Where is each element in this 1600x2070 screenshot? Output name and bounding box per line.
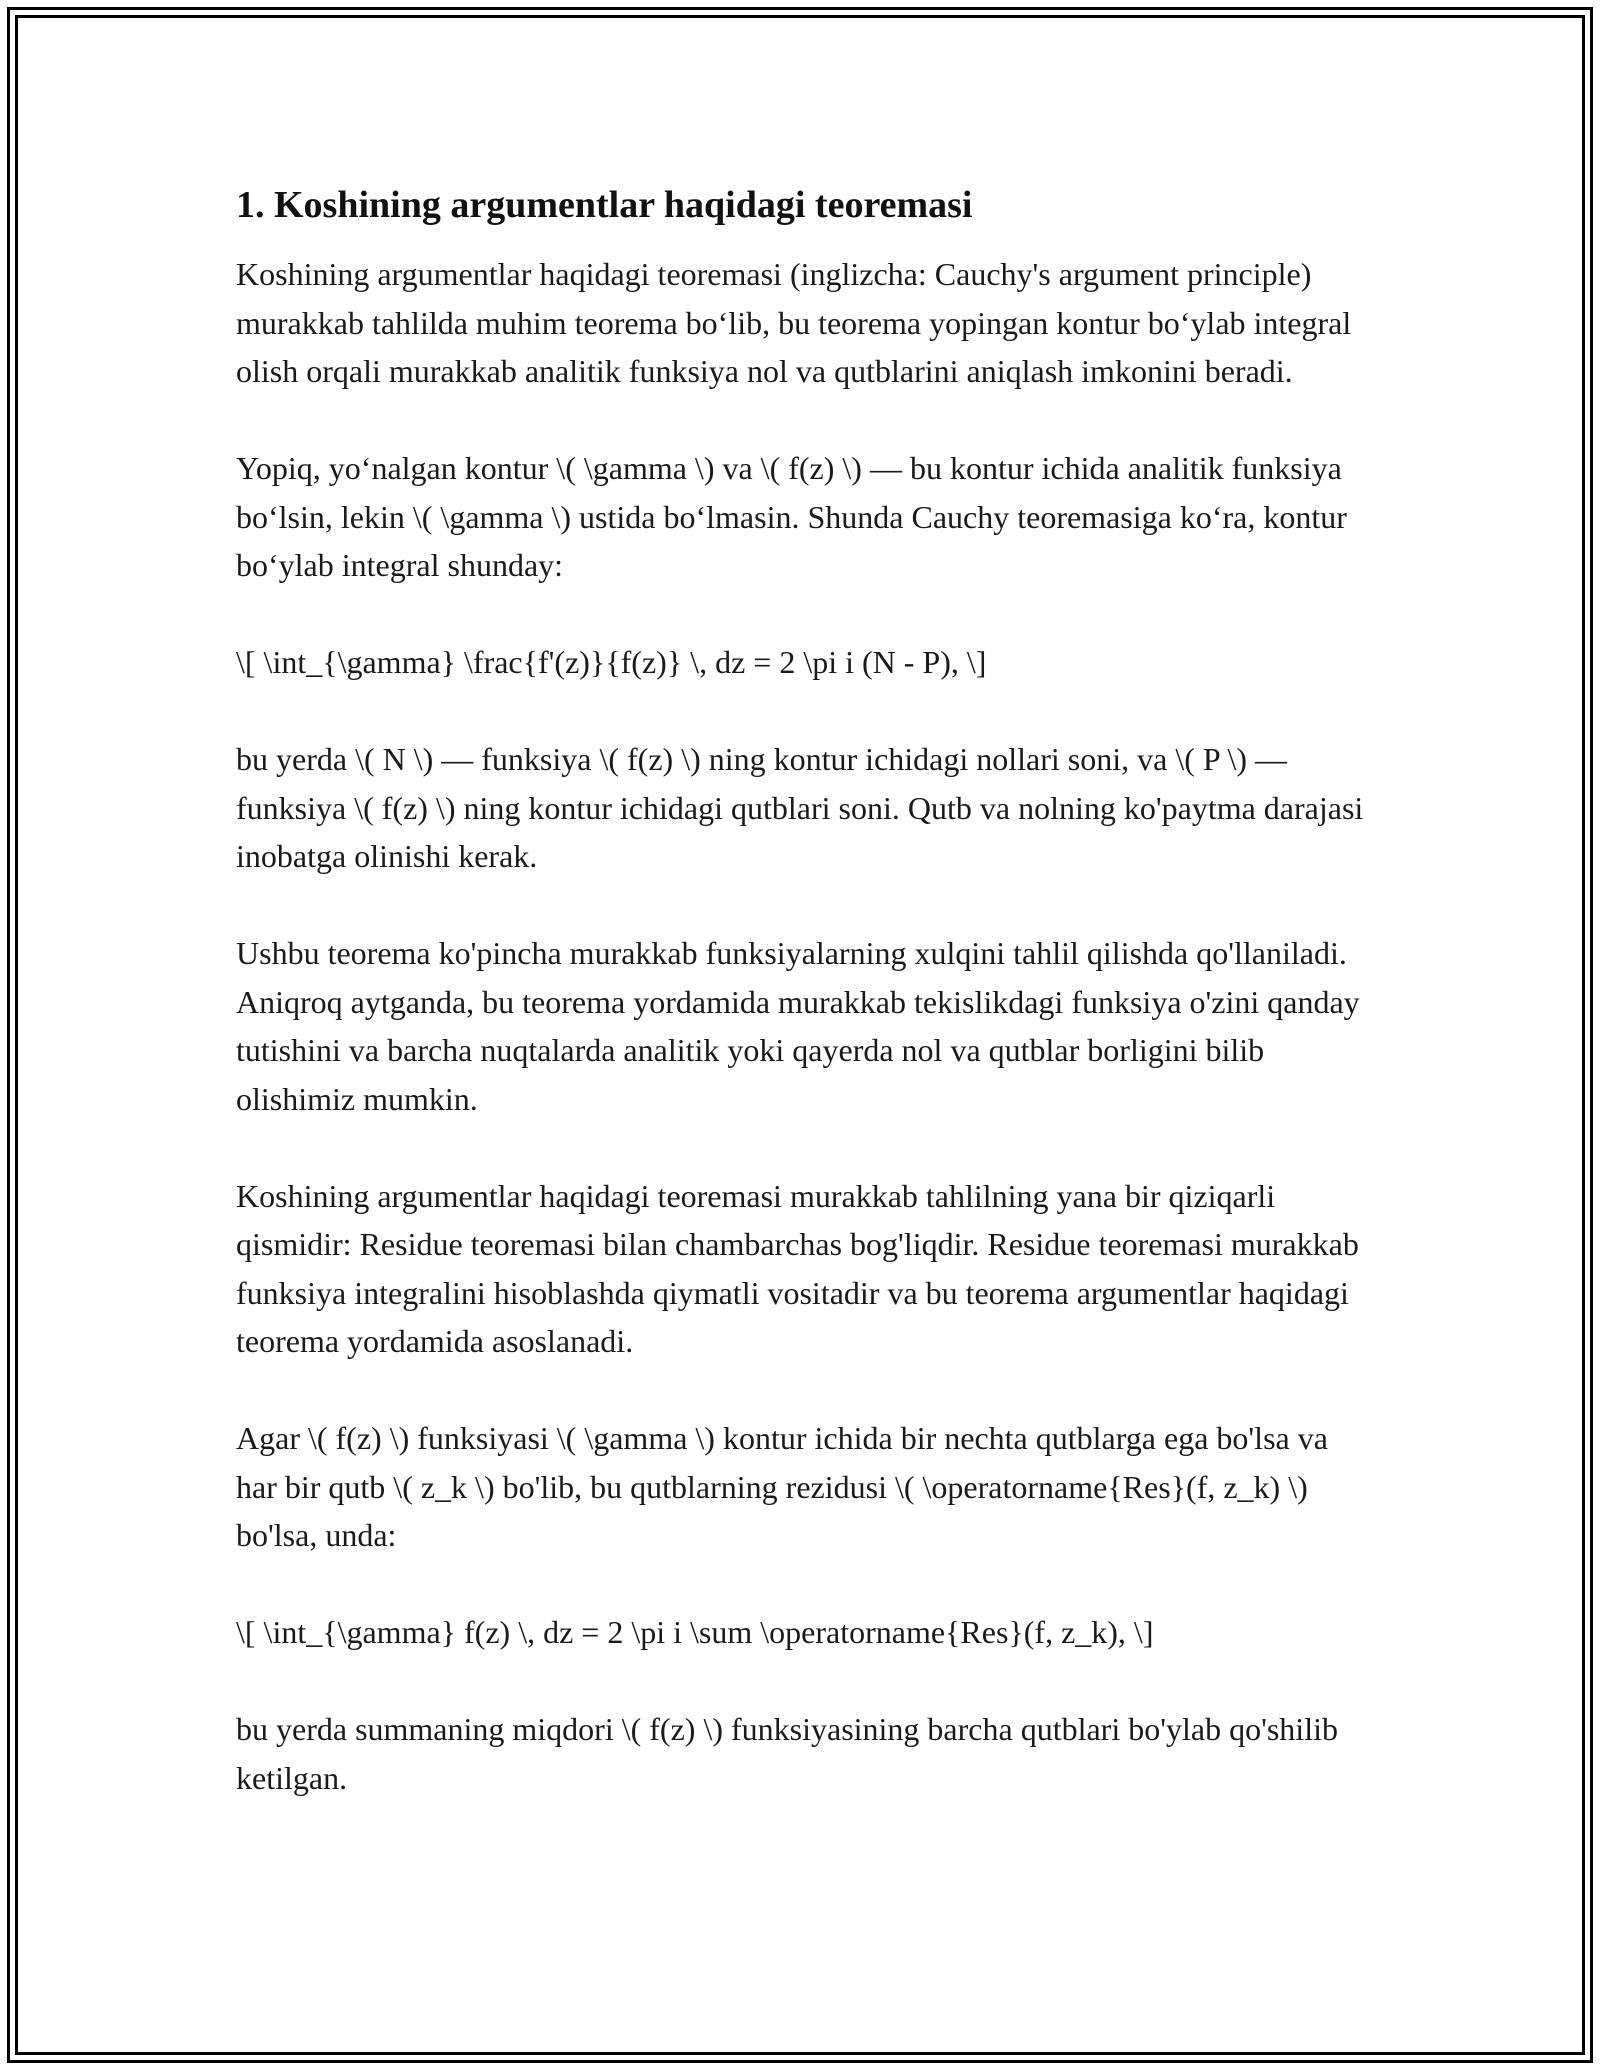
document-body xyxy=(236,180,1376,1851)
formula-residue-theorem: \[ \int_{\gamma} f(z) \, dz = 2 \pi i \sum \operatorname{Res}(f, z_k), \] xyxy=(236,1614,1154,1650)
paragraph-residue-link: Koshining argumentlar haqidagi teoremasi murakkab tahlilning yana bir qiziqarli qismidir: Residue teoremasi bilan chambarchas bog'liqdir. Residue teoremasi murakkab funksiya integralini hisoblashda qiymatli vositadir va bu teorema argumentlar haqidagi teorema yordamida asoslanadi. xyxy=(236,1177,1359,1359)
section-title: 1. Koshining argumentlar haqidagi teoremasi xyxy=(236,184,973,226)
paragraph-residue-condition: Agar \( f(z) \) funksiyasi \( \gamma \) kontur ichida bir nechta qutblarga ega bo'lsa va har bir qutb \( z_k \) bo'lib, bu qutblarning rezidusi \( \operatorname{Res}(f, z_k) \) bo'lsa, unda: xyxy=(236,1420,1328,1553)
paragraph-summation: bu yerda summaning miqdori \( f(z) \) funksiyasining barcha qutblari bo'ylab qo'shilib ketilgan. xyxy=(236,1711,1338,1796)
paragraph-usage: Ushbu teorema ko'pincha murakkab funksiyalarning xulqini tahlil qilishda qo'llaniladi. Aniqroq aytganda, bu teorema yordamida murakkab tekislikdagi funksiya o'zini qanday tutishini va barcha nuqtalarda analitik yoki qayerda nol va qutblar borligini bilib olishimiz mumkin. xyxy=(236,935,1360,1117)
paragraph-intro: Koshining argumentlar haqidagi teoremasi (inglizcha: Cauchy's argument principle) murakkab tahlilda muhim teorema bo‘lib, bu teorema yopingan kontur bo‘ylab integral olish orqali murakkab analitik funksiya nol va qutblarini aniqlash imkonini beradi. xyxy=(236,256,1352,389)
formula-argument-principle: \[ \int_{\gamma} \frac{f'(z)}{f(z)} \, dz = 2 \pi i (N - P), \] xyxy=(236,644,987,680)
paragraph-definition: Yopiq, yo‘nalgan kontur \( \gamma \) va \( f(z) \) — bu kontur ichida analitik funksiya bo‘lsin, lekin \( \gamma \) ustida bo‘lmasin. Shunda Cauchy teoremasiga ko‘ra, kontur bo‘ylab integral shunday: xyxy=(236,450,1347,583)
paragraph-zeros-poles: bu yerda \( N \) — funksiya \( f(z) \) ning kontur ichidagi nollari soni, va \( P \) — funksiya \( f(z) \) ning kontur ichidagi qutblari soni. Qutb va nolning ko'paytma darajasi inobatga olinishi kerak. xyxy=(236,741,1364,874)
